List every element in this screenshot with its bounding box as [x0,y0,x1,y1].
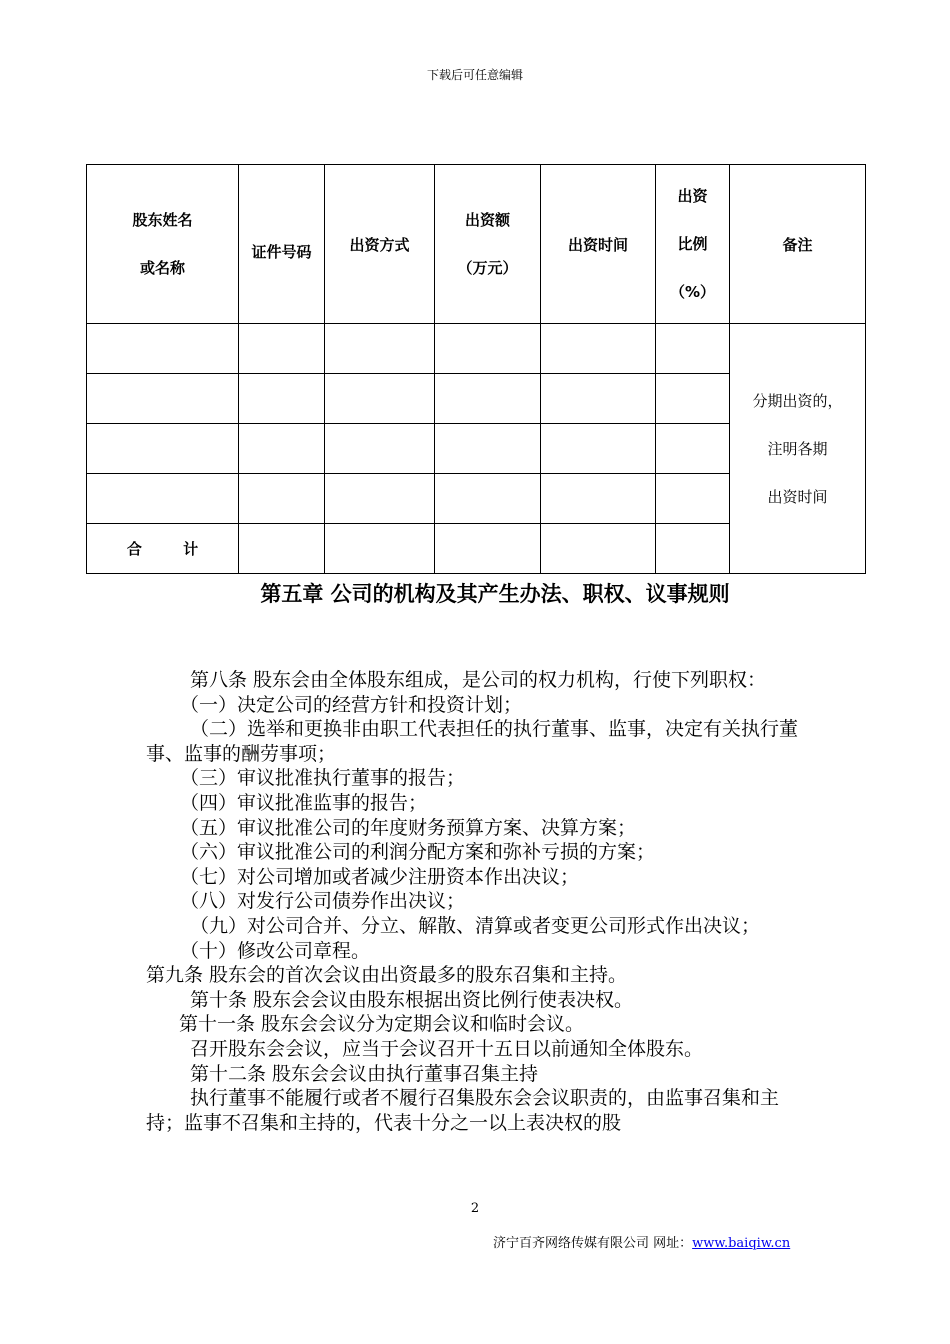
footer-company: 济宁百齐网络传媒有限公司 网址： [493,1236,693,1251]
list-item: （九）对公司合并、分立、解散、清算或者变更公司形式作出决议； [190,914,761,937]
article-12-detail: 执行董事不能履行或者不履行召集股东会会议职责的，由监事召集和主持；监事不召集和主持的，代表十分之一以上表决权的股 [146,1087,780,1134]
remark-note: 分期出资的， 注明各期 出资时间 [730,324,866,574]
table-row [87,324,866,374]
table-header-row [87,165,866,324]
header-contribution-ratio: 出资 比例 （%） [656,165,730,324]
article-8: 第八条 股东会由全体股东组成，是公司的权力机构，行使下列职权： [190,669,767,691]
page-number: 2 [470,1201,480,1216]
list-item: （八）对发行公司债券作出决议； [180,890,466,913]
article-9: 第九条 股东会的首次会议由出资最多的股东召集和主持。 [146,964,628,987]
list-item: （七）对公司增加或者减少注册资本作出决议； [180,865,580,888]
article-10: 第十条 股东会会议由股东根据出资比例行使表决权。 [190,988,634,1011]
header-contribution-time: 出资时间 [541,165,656,324]
article-12: 第十二条 股东会会议由执行董事召集主持 [190,1062,539,1085]
header-note: 下载后可任意编辑 [426,68,523,82]
header-contribution-method: 出资方式 [325,165,435,324]
chapter-title: 第五章 公司的机构及其产生办法、职权、议事规则 [260,582,730,606]
list-item: （五）审议批准公司的年度财务预算方案、决算方案； [180,816,637,839]
list-item: （一）决定公司的经营方针和投资计划； [180,693,523,716]
list-item: （六）审议批准公司的利润分配方案和弥补亏损的方案； [180,841,656,864]
chapter-body [146,668,810,1135]
footer [493,1232,790,1251]
header-remark: 备注 [730,165,866,324]
footer-website-link[interactable]: www.baiqiw.cn [692,1236,791,1251]
header-shareholder-name: 股东姓名 或名称 [87,165,239,324]
article-11-notice: 召开股东会会议，应当于会议召开十五日以前通知全体股东。 [190,1037,704,1060]
header-contribution-amount: 出资额 （万元） [435,165,541,324]
total-label: 合 计 [87,524,239,574]
list-item: （三）审议批准执行董事的报告； [180,767,466,790]
list-item: （十）修改公司章程。 [180,939,371,962]
header-id-number: 证件号码 [239,165,325,324]
list-item: （二）选举和更换非由职工代表担任的执行董事、监事，决定有关执行董事、监事的酬劳事项； [146,718,799,765]
list-item: （四）审议批准监事的报告； [180,791,428,814]
article-11: 第十一条 股东会会议分为定期会议和临时会议。 [179,1013,585,1036]
shareholder-contribution-table [86,164,866,574]
